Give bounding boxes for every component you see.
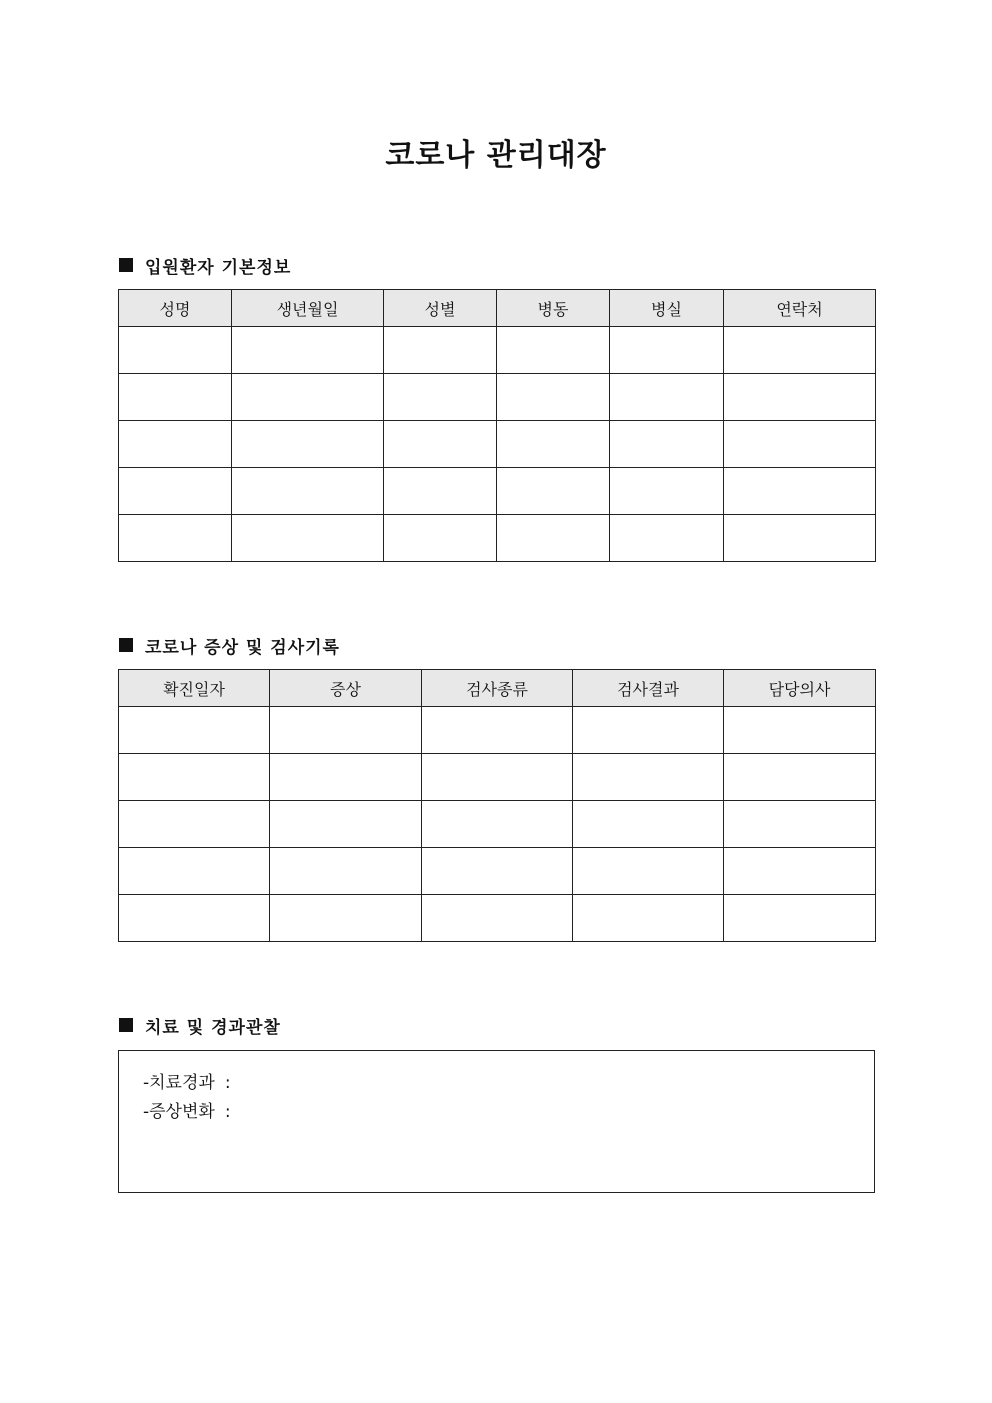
column-header-symptom: 증상 bbox=[270, 670, 422, 707]
table-header-row bbox=[119, 670, 876, 707]
table-row bbox=[119, 374, 876, 421]
section-heading-label: 입원환자 기본정보 bbox=[145, 257, 292, 278]
treatment-progress-label: -치료경과 bbox=[143, 1073, 215, 1093]
table-cell[interactable] bbox=[573, 895, 724, 942]
table-cell[interactable] bbox=[497, 421, 610, 468]
table-cell[interactable] bbox=[497, 327, 610, 374]
table-cell[interactable] bbox=[232, 374, 384, 421]
table-cell[interactable] bbox=[497, 468, 610, 515]
table-cell[interactable] bbox=[610, 515, 724, 562]
table-cell[interactable] bbox=[610, 327, 724, 374]
column-header-gender: 성별 bbox=[384, 290, 497, 327]
table-row bbox=[119, 707, 876, 754]
treatment-notes-box[interactable] bbox=[118, 1050, 875, 1193]
column-header-ward: 병동 bbox=[497, 290, 610, 327]
table-cell[interactable] bbox=[610, 421, 724, 468]
table-cell[interactable] bbox=[119, 327, 232, 374]
table-row bbox=[119, 801, 876, 848]
table-cell[interactable] bbox=[422, 848, 573, 895]
table-cell[interactable] bbox=[724, 754, 876, 801]
table-cell[interactable] bbox=[422, 801, 573, 848]
symptom-test-table bbox=[118, 669, 876, 942]
table-cell[interactable] bbox=[384, 421, 497, 468]
table-cell[interactable] bbox=[270, 801, 422, 848]
table-cell[interactable] bbox=[232, 515, 384, 562]
table-row bbox=[119, 515, 876, 562]
table-cell[interactable] bbox=[119, 468, 232, 515]
table-cell[interactable] bbox=[384, 515, 497, 562]
table-cell[interactable] bbox=[119, 801, 270, 848]
column-header-contact: 연락처 bbox=[724, 290, 876, 327]
table-cell[interactable] bbox=[119, 374, 232, 421]
patient-info-table bbox=[118, 289, 876, 562]
table-row bbox=[119, 754, 876, 801]
symptom-change-label: -증상변화 bbox=[143, 1102, 215, 1122]
table-cell[interactable] bbox=[119, 754, 270, 801]
table-cell[interactable] bbox=[497, 515, 610, 562]
table-cell[interactable] bbox=[232, 421, 384, 468]
table-cell[interactable] bbox=[573, 848, 724, 895]
table-cell[interactable] bbox=[422, 707, 573, 754]
table-cell[interactable] bbox=[270, 895, 422, 942]
table-cell[interactable] bbox=[119, 895, 270, 942]
square-bullet-icon bbox=[119, 258, 133, 272]
table-row bbox=[119, 468, 876, 515]
table-cell[interactable] bbox=[232, 468, 384, 515]
table-cell[interactable] bbox=[724, 327, 876, 374]
table-cell[interactable] bbox=[270, 707, 422, 754]
table-cell[interactable] bbox=[422, 754, 573, 801]
section-heading-patient-info bbox=[119, 253, 291, 277]
table-cell[interactable] bbox=[724, 374, 876, 421]
section-heading-label: 치료 및 경과관찰 bbox=[145, 1017, 281, 1038]
table-cell[interactable] bbox=[384, 374, 497, 421]
table-row bbox=[119, 421, 876, 468]
column-header-name: 성명 bbox=[119, 290, 232, 327]
section-heading-symptom-test bbox=[119, 633, 340, 657]
symptom-change-line bbox=[143, 1099, 231, 1125]
column-header-test-result: 검사결과 bbox=[573, 670, 724, 707]
table-cell[interactable] bbox=[724, 848, 876, 895]
table-cell[interactable] bbox=[422, 895, 573, 942]
table-cell[interactable] bbox=[610, 374, 724, 421]
section-heading-treatment bbox=[119, 1013, 281, 1037]
table-cell[interactable] bbox=[610, 468, 724, 515]
table-cell[interactable] bbox=[724, 895, 876, 942]
table-cell[interactable] bbox=[724, 421, 876, 468]
table-cell[interactable] bbox=[724, 468, 876, 515]
treatment-progress-line bbox=[143, 1070, 231, 1096]
colon-separator: : bbox=[224, 1102, 231, 1122]
square-bullet-icon bbox=[119, 638, 133, 652]
table-cell[interactable] bbox=[119, 515, 232, 562]
column-header-confirm-date: 확진일자 bbox=[119, 670, 270, 707]
table-row bbox=[119, 848, 876, 895]
column-header-birthdate: 생년월일 bbox=[232, 290, 384, 327]
table-cell[interactable] bbox=[232, 327, 384, 374]
table-cell[interactable] bbox=[724, 515, 876, 562]
table-cell[interactable] bbox=[119, 707, 270, 754]
table-cell[interactable] bbox=[119, 848, 270, 895]
square-bullet-icon bbox=[119, 1018, 133, 1032]
table-cell[interactable] bbox=[119, 421, 232, 468]
table-cell[interactable] bbox=[724, 707, 876, 754]
table-row bbox=[119, 327, 876, 374]
colon-separator: : bbox=[224, 1073, 231, 1093]
page-title: 코로나 관리대장 bbox=[385, 138, 607, 173]
table-header-row bbox=[119, 290, 876, 327]
section-heading-label: 코로나 증상 및 검사기록 bbox=[145, 637, 340, 658]
table-cell[interactable] bbox=[270, 848, 422, 895]
column-header-room: 병실 bbox=[610, 290, 724, 327]
table-cell[interactable] bbox=[724, 801, 876, 848]
column-header-test-type: 검사종류 bbox=[422, 670, 573, 707]
table-cell[interactable] bbox=[497, 374, 610, 421]
table-cell[interactable] bbox=[384, 468, 497, 515]
table-cell[interactable] bbox=[270, 754, 422, 801]
table-cell[interactable] bbox=[573, 801, 724, 848]
table-row bbox=[119, 895, 876, 942]
column-header-doctor: 담당의사 bbox=[724, 670, 876, 707]
table-cell[interactable] bbox=[573, 754, 724, 801]
table-cell[interactable] bbox=[384, 327, 497, 374]
table-cell[interactable] bbox=[573, 707, 724, 754]
